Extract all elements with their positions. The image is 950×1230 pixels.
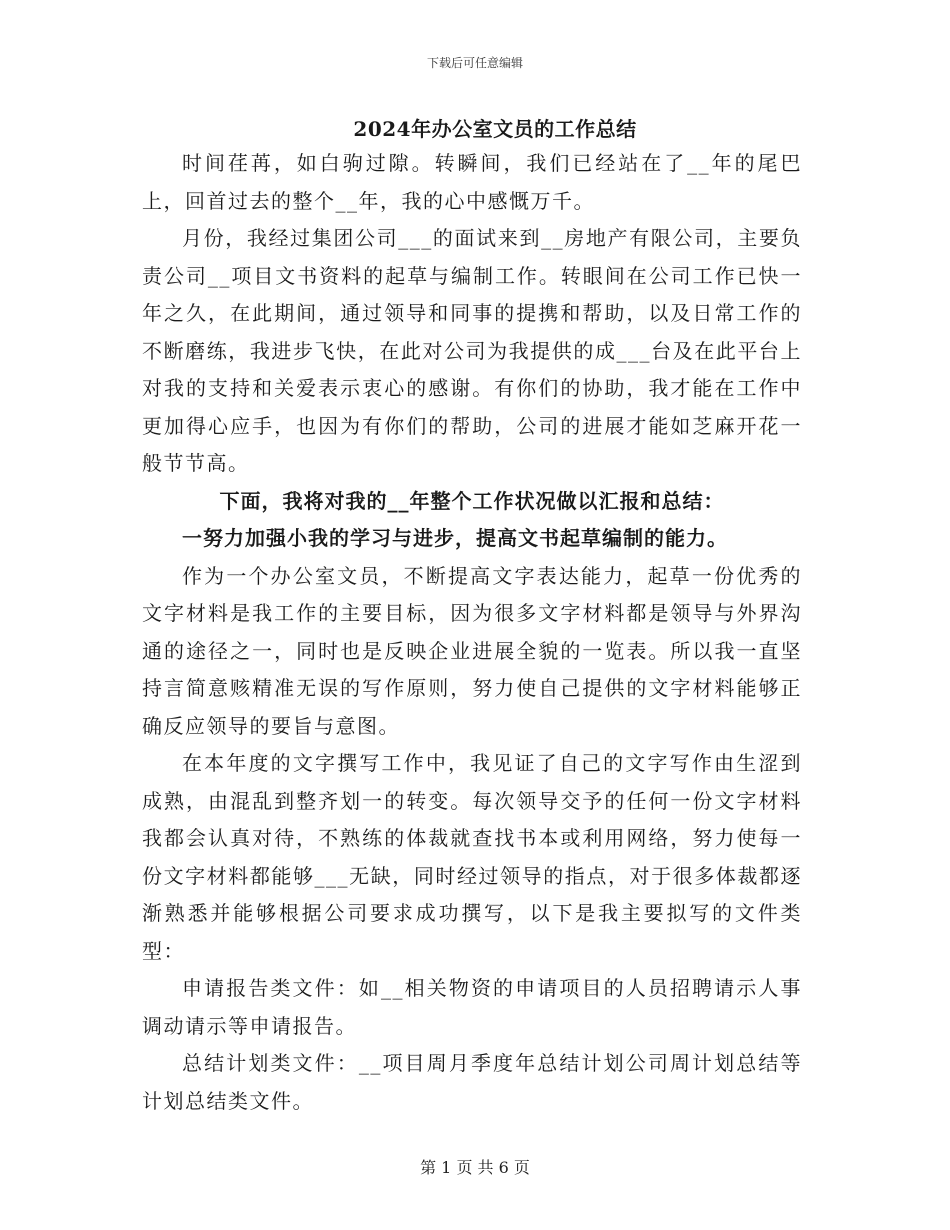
paragraph-summary-plans: 总结计划类文件：__项目周月季度年总结计划公司周计划总结等计划总结类文件。 xyxy=(142,1051,802,1113)
page-header-note: 下载后可任意编辑 xyxy=(426,56,523,70)
paragraph-background: 月份，我经过集团公司___的面试来到__房地产有限公司，主要负责公司__项目文书资料的起草与编制工作。转眼间在公司工作已快一年之久，在此期间，通过领导和同事的提携和帮助，以及日常工作的不断磨练，我进步飞快，在此对公司为我提供的成___台及在此平台上对我的支持和关爱表示衷心的感谢。有你们的协助，我才能在工作中更加得心应手，也因为有你们的帮助，公司的进展才能如芝麻开花一般节节高。 xyxy=(142,226,802,475)
paragraph-writing-progress: 在本年度的文字撰写工作中，我见证了自己的文字写作由生涩到成熟，由混乱到整齐划一的转变。每次领导交予的任何一份文字材料我都会认真对待，不熟练的体裁就查找书本或利用网络，努力使每一份文字材料都能够___无缺，同时经过领导的指点，对于很多体裁都逐渐熟悉并能够根据公司要求成功撰写，以下是我主要拟写的文件类型： xyxy=(142,751,802,963)
section-heading: 下面，我将对我的__年整个工作状况做以汇报和总结： xyxy=(219,488,725,513)
document-body xyxy=(142,145,802,1120)
document-title: 2024年办公室文员的工作总结 xyxy=(353,117,637,141)
paragraph-application-reports: 申请报告类文件：如__相关物资的申请项目的人员招聘请示人事调动请示等申请报告。 xyxy=(142,976,802,1038)
paragraph-intro: 时间荏苒，如白驹过隙。转瞬间，我们已经站在了__年的尾巴上，回首过去的整个__年，我的心中感慨万千。 xyxy=(142,151,802,213)
subsection-heading: 一努力加强小我的学习与进步，提高文书起草编制的能力。 xyxy=(182,526,728,550)
paragraph-writing-goals: 作为一个办公室文员，不断提高文字表达能力，起草一份优秀的文字材料是我工作的主要目标，因为很多文字材料都是领导与外界沟通的途径之一，同时也是反映企业进展全貌的一览表。所以我一直坚持言简意赅精准无误的写作原则，努力使自己提供的文字材料能够正确反应领导的要旨与意图。 xyxy=(142,563,802,738)
page-number: 第 1 页 共 6 页 xyxy=(420,1158,530,1177)
